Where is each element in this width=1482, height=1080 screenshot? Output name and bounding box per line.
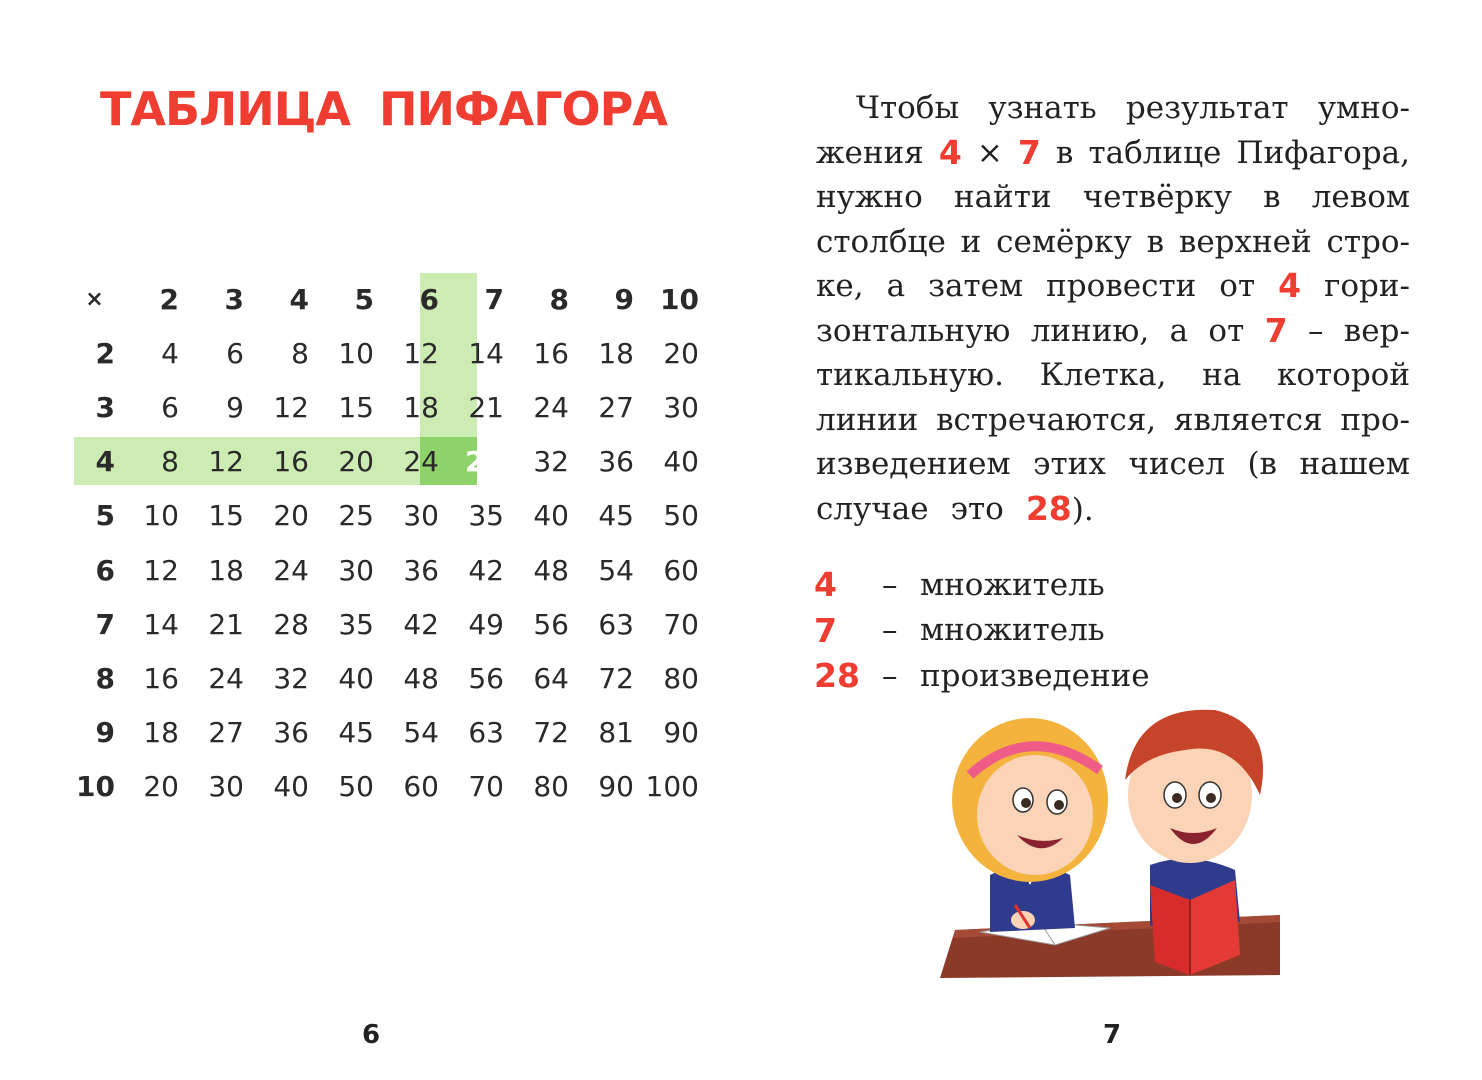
column-header: 2 xyxy=(159,282,179,316)
table-cell: 8 xyxy=(291,336,309,370)
product-28: 28 xyxy=(1025,488,1072,528)
table-cell: 42 xyxy=(468,553,504,587)
table-cell: 20 xyxy=(273,499,309,533)
table-cell: 42 xyxy=(403,607,439,641)
row-header: 3 xyxy=(95,390,115,424)
table-cell: 6 xyxy=(161,390,179,424)
column-header: 7 xyxy=(484,282,504,316)
row-header: 4 xyxy=(95,445,115,479)
column-header: 6 xyxy=(419,282,439,316)
table-cell: 81 xyxy=(598,716,634,750)
para-line-1: Чтобы узнать результат умно- xyxy=(856,90,1410,126)
table-cell: 18 xyxy=(403,390,439,424)
table-cell: 54 xyxy=(403,716,439,750)
table-cell: 100 xyxy=(645,770,699,804)
table-cell: 35 xyxy=(338,607,374,641)
para-line-5: ке, а затем провести от 4 гори- xyxy=(816,264,1410,309)
row-header: 9 xyxy=(95,716,115,750)
table-row xyxy=(70,489,704,543)
table-row xyxy=(70,543,704,597)
table-cell: 56 xyxy=(468,661,504,695)
table-row xyxy=(70,760,704,814)
row-header: 8 xyxy=(95,661,115,695)
table-cell: 72 xyxy=(533,716,569,750)
legend-item: 4 – множитель xyxy=(814,565,1105,605)
table-row xyxy=(70,380,704,434)
explanation-paragraph xyxy=(816,86,1410,532)
column-header: 9 xyxy=(614,282,634,316)
table-cell: 18 xyxy=(598,336,634,370)
table-row xyxy=(70,597,704,651)
number-4: 4 xyxy=(1278,266,1302,305)
table-cell: 18 xyxy=(143,716,179,750)
table-cell: 80 xyxy=(663,661,699,695)
table-cell: 36 xyxy=(598,445,634,479)
table-cell: 12 xyxy=(143,553,179,587)
times-sign: × xyxy=(976,134,1003,171)
table-cell: 15 xyxy=(208,499,244,533)
legend-item: 7 – множитель xyxy=(814,610,1105,650)
table-cell: 6 xyxy=(226,336,244,370)
table-cell: 15 xyxy=(338,390,374,424)
para-line-7: тикальную. Клетка, на которой xyxy=(816,357,1410,393)
table-cell: 16 xyxy=(533,336,569,370)
table-cell: 20 xyxy=(143,770,179,804)
table-cell: 40 xyxy=(338,661,374,695)
table-cell: 36 xyxy=(273,716,309,750)
column-header: 10 xyxy=(660,282,699,316)
table-cell: 36 xyxy=(403,553,439,587)
table-cell: 45 xyxy=(598,499,634,533)
table-cell: 63 xyxy=(468,716,504,750)
para-line-8: линии встречаются, является про- xyxy=(816,401,1410,438)
table-cell: 90 xyxy=(598,770,634,804)
table-cell: 40 xyxy=(273,770,309,804)
table-cell: 90 xyxy=(663,716,699,750)
table-cell: 25 xyxy=(338,499,374,533)
header-row xyxy=(70,272,704,326)
table-cell: 21 xyxy=(468,390,504,424)
row-header: 7 xyxy=(95,607,115,641)
para-line-6: зонтальную линию, а от 7 – вер- xyxy=(816,309,1410,354)
table-cell: 48 xyxy=(403,661,439,695)
table-cell: 56 xyxy=(533,607,569,641)
column-header: 3 xyxy=(224,282,244,316)
column-header: 4 xyxy=(289,282,309,316)
table-cell: 21 xyxy=(208,607,244,641)
table-cell: 9 xyxy=(226,390,244,424)
table-cell: 12 xyxy=(403,336,439,370)
table-cell: 18 xyxy=(208,553,244,587)
table-row xyxy=(70,326,704,380)
table-cell: 64 xyxy=(533,661,569,695)
children-reading-illustration xyxy=(935,700,1295,985)
table-cell: 30 xyxy=(403,499,439,533)
column-header: 8 xyxy=(549,282,569,316)
table-cell: 50 xyxy=(338,770,374,804)
table-cell: 72 xyxy=(598,661,634,695)
table-cell: 8 xyxy=(161,445,179,479)
table-cell: 40 xyxy=(663,445,699,479)
table-cell: 32 xyxy=(533,445,569,479)
table-cell: 80 xyxy=(533,770,569,804)
table-cell: 30 xyxy=(338,553,374,587)
product-cell-28: 28 xyxy=(465,445,504,479)
table-cell: 16 xyxy=(273,445,309,479)
table-row xyxy=(70,651,704,705)
para-line-3: нужно найти четвёрку в левом xyxy=(816,179,1410,215)
para-line-4: столбце и семёрку в верхней стро- xyxy=(816,223,1410,260)
legend xyxy=(814,562,1150,699)
table-cell: 24 xyxy=(208,661,244,695)
table-cell: 45 xyxy=(338,716,374,750)
table-cell: 10 xyxy=(338,336,374,370)
table-cell: 40 xyxy=(533,499,569,533)
table-cell: 14 xyxy=(143,607,179,641)
corner-times-symbol: × xyxy=(85,286,104,312)
legend-item: 28 – произведение xyxy=(814,656,1150,696)
page-title: ТАБЛИЦА ПИФАГОРА xyxy=(100,82,667,136)
table-cell: 70 xyxy=(468,770,504,804)
table-cell: 30 xyxy=(663,390,699,424)
row-header: 2 xyxy=(95,336,115,370)
table-cell: 30 xyxy=(208,770,244,804)
table-cell: 63 xyxy=(598,607,634,641)
table-cell: 16 xyxy=(143,661,179,695)
table-cell: 12 xyxy=(208,445,244,479)
table-cell: 24 xyxy=(273,553,309,587)
table-row xyxy=(70,435,704,489)
para-line-10: случае это 28). xyxy=(816,488,1094,528)
column-header: 5 xyxy=(354,282,374,316)
para-line-2: жения 4 × 7 в таблице Пифагора, xyxy=(816,131,1410,176)
page-number-right: 7 xyxy=(1103,1020,1122,1050)
table-cell: 49 xyxy=(468,607,504,641)
table-cell: 28 xyxy=(273,607,309,641)
table-cell: 32 xyxy=(273,661,309,695)
para-line-9: изведением этих чисел (в нашем xyxy=(816,446,1410,482)
table-cell: 60 xyxy=(663,553,699,587)
table-cell: 4 xyxy=(161,336,179,370)
factor-4: 4 xyxy=(938,132,962,172)
page-number-left: 6 xyxy=(362,1020,381,1050)
row-header: 10 xyxy=(76,770,115,804)
table-cell: 48 xyxy=(533,553,569,587)
table-cell: 12 xyxy=(273,390,309,424)
table-cell: 60 xyxy=(403,770,439,804)
row-header: 5 xyxy=(95,499,115,533)
row-header: 6 xyxy=(95,553,115,587)
number-7: 7 xyxy=(1264,310,1288,350)
table-cell: 27 xyxy=(208,716,244,750)
multiplication-table xyxy=(70,272,704,814)
table-cell: 20 xyxy=(663,336,699,370)
table-cell: 20 xyxy=(338,445,374,479)
table-cell: 24 xyxy=(403,445,439,479)
table-cell: 54 xyxy=(598,553,634,587)
table-cell: 14 xyxy=(468,336,504,370)
table-row xyxy=(70,706,704,760)
table-cell: 70 xyxy=(663,607,699,641)
table-cell: 24 xyxy=(533,390,569,424)
table-cell: 50 xyxy=(663,499,699,533)
table-cell: 10 xyxy=(143,499,179,533)
factor-7: 7 xyxy=(1017,132,1041,172)
table-cell: 35 xyxy=(468,499,504,533)
table-cell: 27 xyxy=(598,390,634,424)
